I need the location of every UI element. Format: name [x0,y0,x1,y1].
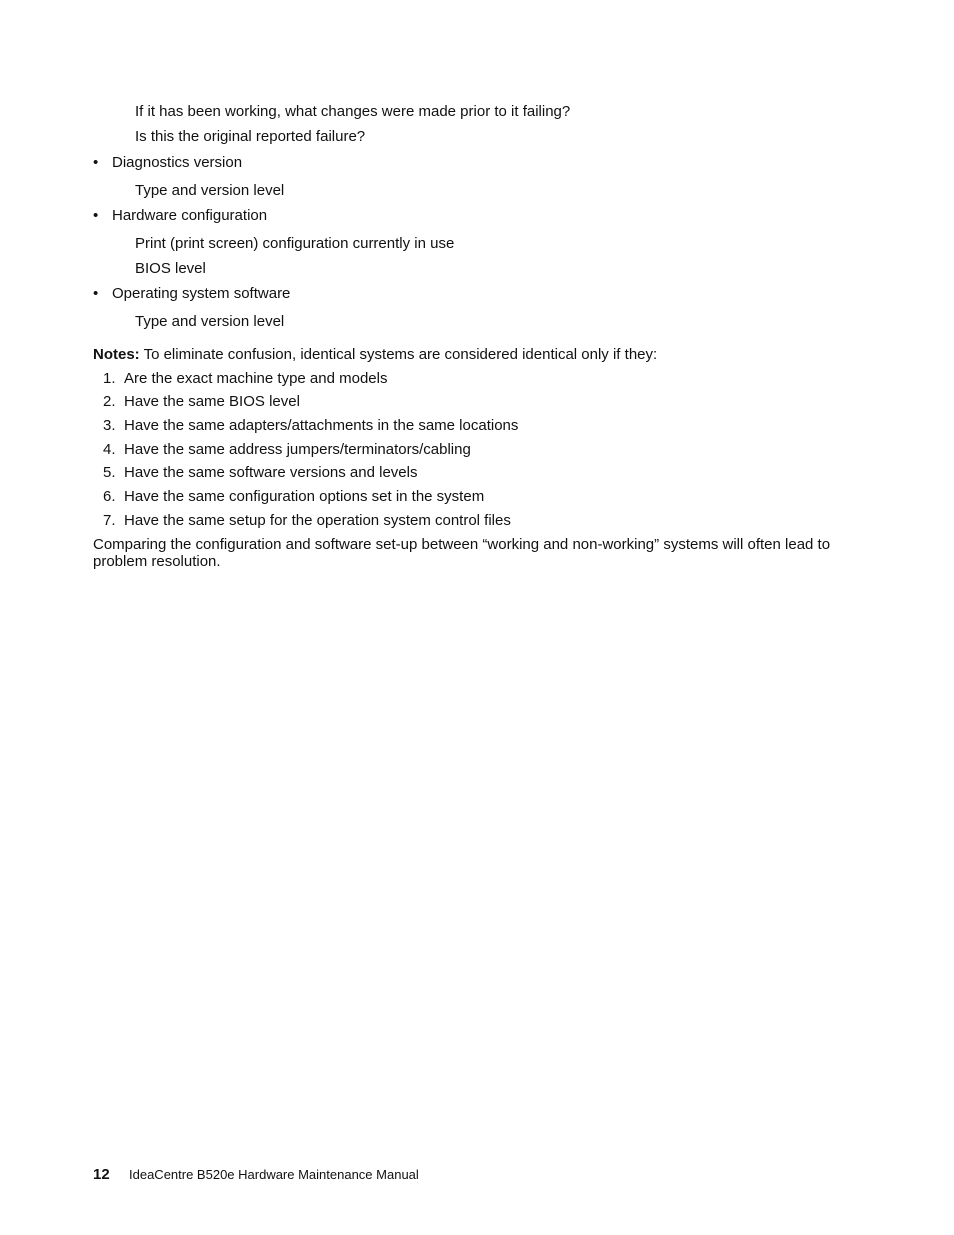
notes-paragraph [93,346,657,363]
item-number: 1. [103,370,116,387]
manual-title: IdeaCentre B520e Hardware Maintenance Manual [129,1167,419,1182]
bullet-item [93,154,242,171]
bullet-icon: • [93,285,99,302]
item-number: 4. [103,441,116,458]
numbered-item [103,488,484,505]
notes-label: Notes: [93,346,140,363]
item-number: 6. [103,488,116,505]
bullet-sub-item: BIOS level [135,260,206,277]
bullet-label: Hardware configuration [112,207,268,224]
item-number: 5. [103,464,116,481]
numbered-item [103,393,300,410]
bullet-icon: • [93,154,99,171]
numbered-item [103,441,471,458]
page-footer [93,1166,419,1183]
item-text: Have the same setup for the operation system control files [124,512,511,529]
bullet-label: Diagnostics version [112,154,243,171]
bullet-icon: • [93,207,99,224]
bullet-item [93,285,290,302]
bullet-sub-item: Type and version level [135,182,285,199]
item-text: Have the same BIOS level [124,393,300,410]
item-number: 2. [103,393,116,410]
question-line: Is this the original reported failure? [135,128,366,145]
item-number: 3. [103,417,116,434]
page-number: 12 [93,1166,110,1183]
numbered-item [103,464,417,481]
bullet-label: Operating system software [112,285,291,302]
numbered-item [103,512,511,529]
numbered-item [103,370,387,387]
numbered-item [103,417,518,434]
question-line: If it has been working, what changes were made prior to it failing? [135,103,571,120]
item-text: Have the same software versions and levels [124,464,418,481]
item-text: Have the same adapters/attachments in the same locations [124,417,519,434]
bullet-sub-item: Type and version level [135,313,285,330]
bullet-item [93,207,267,224]
item-text: Have the same configuration options set in the system [124,488,485,505]
item-text: Are the exact machine type and models [124,370,388,387]
notes-text: To eliminate confusion, identical systems are considered identical only if they: [139,346,658,363]
item-number: 7. [103,512,116,529]
closing-paragraph: Comparing the configuration and software set-up between “working and non-working” systems will often lead to problem resolution. [93,536,831,570]
item-text: Have the same address jumpers/terminators/cabling [124,441,471,458]
bullet-sub-item: Print (print screen) configuration currently in use [135,235,455,252]
